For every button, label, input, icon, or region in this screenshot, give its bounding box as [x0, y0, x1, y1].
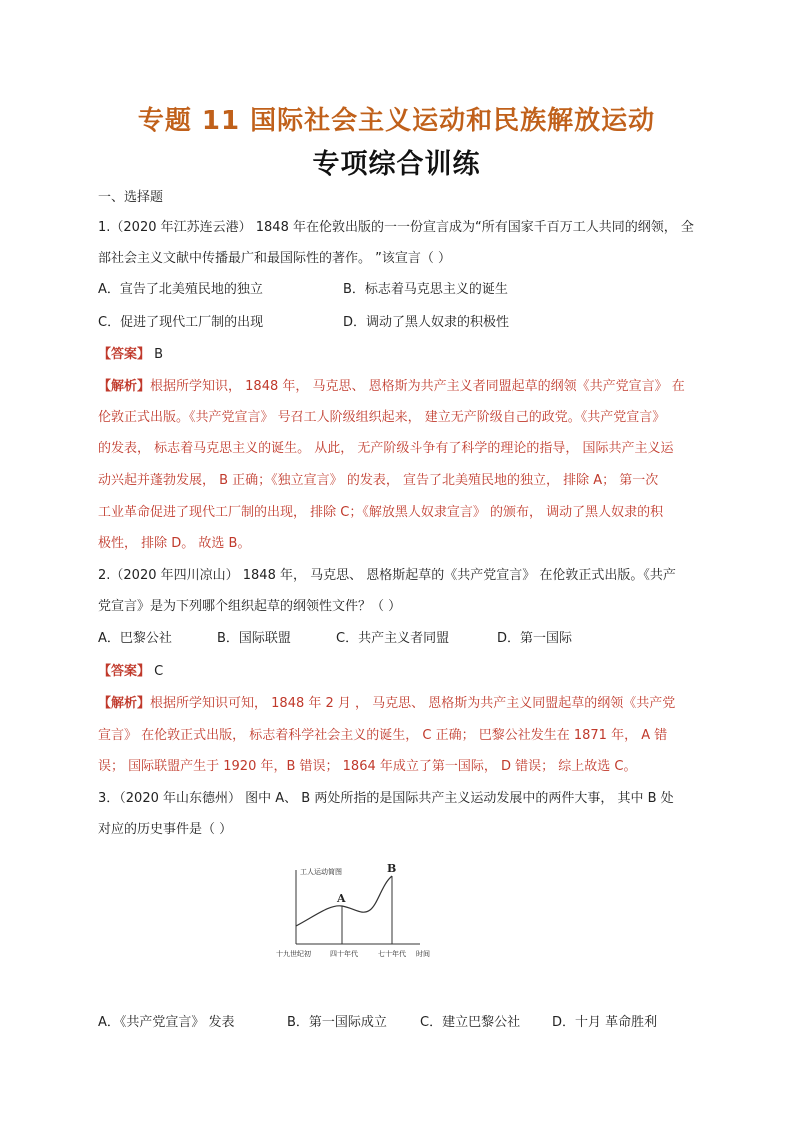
q1-option-d: D．调动了黑人奴隶的积极性 — [343, 315, 510, 330]
q1-analysis-line4: 动兴起并蓬勃发展， B 正确；《独立宣言》 的发表， 宣告了北美殖民地的独立， 排除 A； 第一次 — [98, 473, 659, 488]
x-axis-label: 时间 — [416, 950, 430, 958]
q1-analysis-line6: 极性， 排除 D。 故选 B。 — [98, 536, 251, 551]
q2-analysis-line2: 宣言》 在伦敦正式出版， 标志着科学社会主义的诞生， C 正确； 巴黎公社发生在 1871 年， A 错 — [98, 728, 668, 743]
x-tick-1: 十九世纪初 — [276, 950, 311, 958]
document-title: 专题 11 国际社会主义运动和民族解放运动 — [137, 106, 656, 136]
q1-analysis-tag: 【解析】 — [98, 379, 151, 394]
q1-analysis-text1: 根据所学知识， 1848 年， 马克思、 恩格斯为共产主义者同盟起草的纲领《共产党宣言》 在 — [150, 379, 685, 394]
point-b-label: B — [387, 862, 397, 875]
q3-option-c: C．建立巴黎公社 — [420, 1015, 521, 1030]
q1-option-a: A．宣告了北美殖民地的独立 — [98, 282, 263, 297]
q3-option-a: A．《共产党宣言》 发表 — [98, 1015, 235, 1030]
q2-analysis-line3: 误； 国际联盟产生于 1920 年，B 错误； 1864 年成立了第一国际， D 错误； 综上故选 C。 — [98, 759, 637, 774]
q3-option-d: D．十月 革命胜利 — [552, 1015, 658, 1030]
point-a-label: A — [337, 892, 346, 905]
q2-stem-line1: 2.（2020 年四川凉山） 1848 年， 马克思、 恩格斯起草的《共产党宣言》 在伦敦正式出版。《共产 — [98, 568, 676, 583]
q3-option-b: B．第一国际成立 — [287, 1015, 387, 1030]
q1-option-c: C．促进了现代工厂制的出现 — [98, 315, 264, 330]
q2-answer — [98, 662, 728, 682]
q1-analysis-line1 — [98, 377, 728, 397]
q1-stem-line1: 1.（2020 年江苏连云港） 1848 年在伦敦出版的一一份宣言成为“所有国家千百万工人共同的纲领， 全 — [98, 220, 694, 235]
q1-answer — [98, 345, 728, 365]
document-subtitle: 专项综合训练 — [312, 149, 481, 180]
q2-option-d: D．第一国际 — [497, 631, 573, 646]
q2-option-b: B．国际联盟 — [217, 631, 291, 646]
q1-analysis-line3: 的发表， 标志着马克思主义的诞生。 从此， 无产阶级斗争有了科学的理论的指导， 国际共产主义运 — [98, 441, 674, 456]
section-heading: 一、选择题 — [98, 190, 164, 205]
q2-option-a: A．巴黎公社 — [98, 631, 172, 646]
q2-option-c: C．共产主义者同盟 — [336, 631, 450, 646]
q1-answer-tag: 【答案】 — [98, 347, 151, 362]
q1-analysis-line5: 工业革命促进了现代工厂制的出现， 排除 C；《解放黑人奴隶宣言》 的颁布， 调动了黑人奴隶的积 — [98, 505, 664, 520]
q3-stem-line2: 对应的历史事件是（ ） — [98, 822, 233, 837]
q2-analysis-text1: 根据所学知识可知， 1848 年 2 月 ， 马克思、 恩格斯为共产主义同盟起草的纲领《共产党 — [150, 696, 676, 711]
q3-stem-line1: 3．（2020 年山东德州） 图中 A、 B 两处所指的是国际共产主义运动发展中的两件大事， 其中 B 处 — [98, 791, 674, 806]
q2-stem-line2: 党宣言》是为下列哪个组织起草的纲领性文件？（ ） — [98, 599, 402, 614]
x-tick-2: 四十年代 — [330, 950, 358, 958]
q2-answer-tag: 【答案】 — [98, 664, 151, 679]
q1-analysis-line2: 伦敦正式出版。《共产党宣言》 号召工人阶级组织起来， 建立无产阶级自己的政党。《共产党宣言》 — [98, 410, 666, 425]
q2-analysis-line1 — [98, 694, 728, 714]
y-caption: 工人运动简图 — [300, 868, 342, 876]
q2-analysis-tag: 【解析】 — [98, 696, 151, 711]
workers-movement-diagram — [270, 860, 440, 970]
q1-stem-line2: 部社会主义文献中传播最广和最国际性的著作。 ”该宣言（ ） — [98, 251, 451, 266]
q2-answer-value: C — [154, 664, 164, 679]
q1-answer-value: B — [154, 347, 164, 362]
x-tick-3: 七十年代 — [378, 950, 406, 958]
q1-option-b: B．标志着马克思主义的诞生 — [343, 282, 508, 297]
